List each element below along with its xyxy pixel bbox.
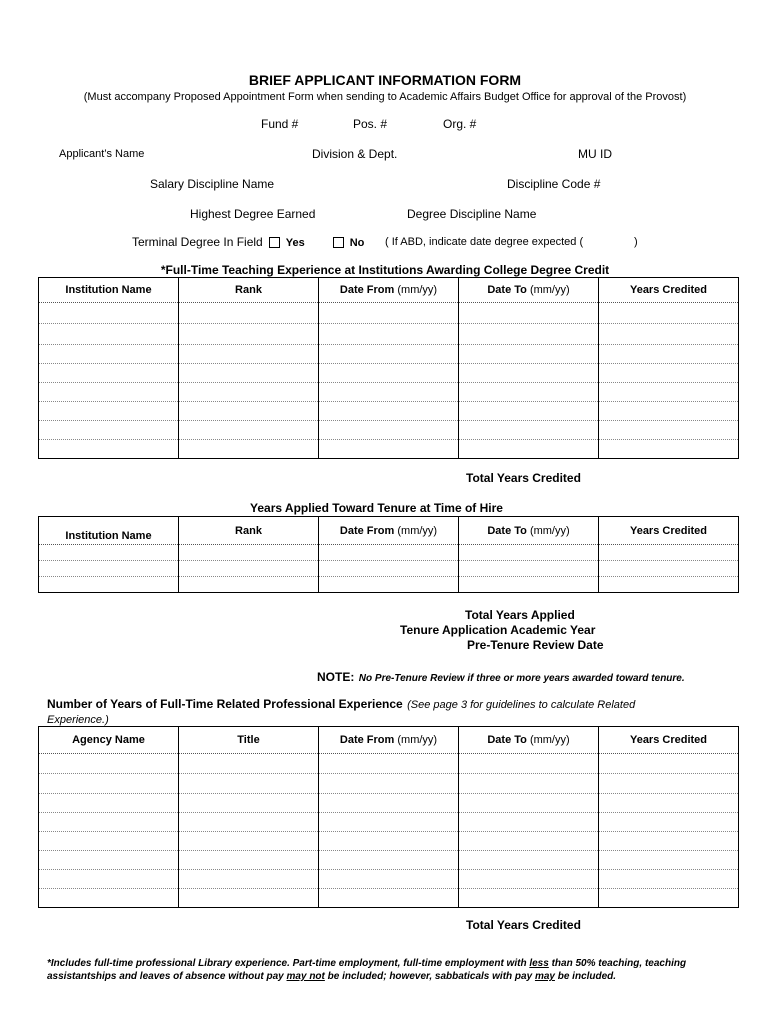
column-header: Date To (mm/yy) — [459, 517, 599, 545]
column-header: Rank — [179, 278, 319, 303]
note-label: NOTE: — [317, 670, 355, 684]
column-header: Date To (mm/yy) — [459, 278, 599, 303]
applicant-name-label: Applicant’s Name — [59, 148, 145, 160]
no-label: No — [349, 237, 365, 249]
table-row[interactable] — [39, 851, 739, 870]
table-row[interactable] — [39, 303, 739, 324]
column-header: Date From (mm/yy) — [319, 278, 459, 303]
section3-heading: Number of Years of Full-Time Related Professional Experience — [47, 697, 403, 711]
highest-degree-label: Highest Degree Earned — [190, 207, 316, 221]
form-title: BRIEF APPLICANT INFORMATION FORM — [248, 72, 522, 88]
org-label: Org. # — [443, 117, 477, 131]
terminal-degree-label: Terminal Degree In Field — [132, 235, 263, 249]
column-header: Years Credited — [599, 727, 739, 754]
table-row[interactable] — [39, 813, 739, 832]
table-row[interactable] — [39, 421, 739, 440]
table-row[interactable] — [39, 545, 739, 561]
professional-experience-table — [38, 726, 739, 908]
table-row[interactable] — [39, 794, 739, 813]
table-row[interactable] — [39, 774, 739, 794]
table-header-row — [39, 278, 739, 303]
total-years-applied: Total Years Applied — [465, 608, 575, 622]
section3-heading-block — [47, 697, 697, 727]
note-text: No Pre-Tenure Review if three or more years awarded toward tenure. — [358, 673, 685, 684]
pre-tenure-review-date: Pre-Tenure Review Date — [467, 638, 604, 652]
table-row[interactable] — [39, 440, 739, 459]
form-subtitle: (Must accompany Proposed Appointment Form when sending to Academic Affairs Budget Office for approval of the Provost) — [83, 91, 687, 103]
column-header: Institution Name — [39, 517, 179, 545]
table-row[interactable] — [39, 754, 739, 774]
degree-discipline-label: Degree Discipline Name — [407, 207, 537, 221]
column-header: Institution Name — [39, 278, 179, 303]
fund-label: Fund # — [261, 117, 299, 131]
table-row[interactable] — [39, 402, 739, 421]
table-row[interactable] — [39, 364, 739, 383]
section3-heading-note: (See page 3 for guidelines to calculate Related Experience.) — [47, 699, 636, 726]
yes-checkbox[interactable] — [269, 237, 280, 248]
table-header-row — [39, 727, 739, 754]
table-row[interactable] — [39, 345, 739, 364]
note-line — [317, 668, 685, 686]
column-header: Agency Name — [39, 727, 179, 754]
table-row[interactable] — [39, 561, 739, 577]
table-row[interactable] — [39, 889, 739, 908]
footnote: *Includes full-time professional Library experience. Part-time employment, full-time employment with less than 50% teaching, teaching assistantships and leaves of absence without pay may not be included; however, sabbaticals with pay may be included. — [47, 958, 687, 982]
tenure-years-table — [38, 516, 739, 593]
column-header: Rank — [179, 517, 319, 545]
abd-note-close: ) — [634, 236, 638, 248]
yes-label: Yes — [285, 237, 305, 249]
discipline-code-label: Discipline Code # — [507, 177, 601, 191]
terminal-degree-row — [132, 235, 364, 249]
column-header: Years Credited — [599, 517, 739, 545]
no-checkbox[interactable] — [333, 237, 344, 248]
abd-note-open: ( If ABD, indicate date degree expected ( — [385, 236, 584, 248]
salary-discipline-label: Salary Discipline Name — [150, 177, 275, 191]
mu-id-label: MU ID — [578, 147, 612, 161]
column-header: Date To (mm/yy) — [459, 727, 599, 754]
division-dept-label: Division & Dept. — [312, 147, 398, 161]
column-header: Date From (mm/yy) — [319, 517, 459, 545]
column-header: Title — [179, 727, 319, 754]
section2-heading: Years Applied Toward Tenure at Time of Hire — [250, 501, 503, 515]
table-row[interactable] — [39, 870, 739, 889]
column-header: Date From (mm/yy) — [319, 727, 459, 754]
pos-label: Pos. # — [353, 117, 388, 131]
table-row[interactable] — [39, 324, 739, 345]
section1-heading: *Full-Time Teaching Experience at Institutions Awarding College Degree Credit — [160, 263, 610, 277]
table-header-row — [39, 517, 739, 545]
table-row[interactable] — [39, 383, 739, 402]
teaching-experience-table — [38, 277, 739, 459]
column-header: Years Credited — [599, 278, 739, 303]
section3-total: Total Years Credited — [466, 918, 581, 932]
section1-total: Total Years Credited — [466, 471, 581, 485]
table-row[interactable] — [39, 577, 739, 593]
table-row[interactable] — [39, 832, 739, 851]
tenure-application-year: Tenure Application Academic Year — [400, 623, 596, 637]
